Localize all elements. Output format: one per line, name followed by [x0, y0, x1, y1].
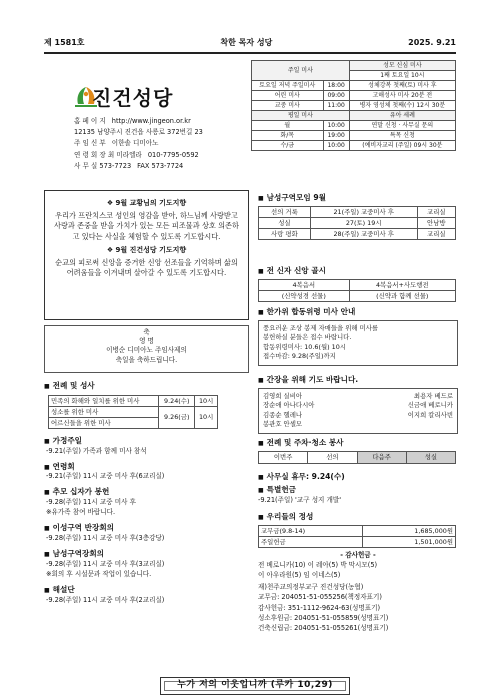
bullet-icon: ■	[258, 514, 264, 521]
list-item: ■ 해설단 -9.28(주일) 11시 교중 미사 후(2교리실)	[44, 585, 165, 604]
scripture-verse: 누가 저의 이웃입니까 (루카 10,29)	[160, 677, 350, 695]
bullet-icon: ■	[44, 551, 50, 559]
bullet-icon: ■	[258, 268, 264, 275]
homepage-link[interactable]: http://www.jingeon.or.kr	[111, 117, 191, 125]
bullet-icon: ■	[44, 463, 50, 471]
list-item: ■ 가정주일 -9.21(주일) 가족과 함께 미사 참석	[44, 436, 147, 455]
mass-intentions-table: 민족의 화해와 일치를 위한 미사 9.24(수) 10시 성소를 위한 미사 9.26(금) 10시 어르신들을 위한 미사	[48, 395, 218, 429]
bullet-icon: ■	[258, 474, 264, 481]
list-item: ■ 이성구역 반장회의 -9.28(주일) 11시 교중 미사 후(3층강당)	[44, 523, 165, 542]
donation-table: 교무금(9.8-14) 1,685,000원 주일헌금 1,501,000원	[258, 525, 456, 548]
office-leave-section: ■ 사무실 휴무: 9.24(수)	[258, 472, 345, 481]
bullet-icon: ■	[258, 195, 264, 202]
header-divider	[44, 52, 456, 54]
info-president: 연 령 회 장 최 미라엘라 010-7795-0592	[74, 150, 199, 159]
men-group-section: ■ 남성구역모임 9월 선의 거룩 21(주일) 교중미사 후 교리실 성실 27(토) 19시 안남방 사랑 평화 28(주일) 교중미사 후 교리실	[258, 193, 458, 240]
weekday-mass-heading: 평일 미사	[252, 111, 350, 121]
info-pastor: 주 임 신 부 이한솔 디미아노	[74, 139, 159, 148]
info-homepage: 홈 페 이 지 http://www.jingeon.or.kr	[74, 116, 244, 127]
parish-info	[74, 116, 244, 172]
memorial-mass-section: ■ 한가위 합동위령 미사 안내 풍요러운 조상 봉제 자매들을 위해 미사를 봉헌하실 분들은 접수 바랍니다. 합동위령미사: 10.6(월) 10시 접수마감: 9.28(주일)까지	[258, 307, 458, 366]
faith-test-section: ■ 전 신자 신앙 골시 4복음서 4복음서+사도행전 (신약성경 선물) (신약과 함께 선물)	[258, 266, 458, 302]
bullet-icon: ■	[44, 525, 50, 533]
info-address: 12135 남양주시 진건읍 사릉로 372번길 23	[74, 128, 203, 137]
sick-prayer-section: ■ 간장을 위해 기도 바랍니다. 김영희 실비아 최용자 베드로 장순애 아나다시아 신금애 베로니카 김종순 헬레나 이지희 칼리사빈 봉관호 안셀모	[258, 375, 458, 434]
issue-date: 2025. 9.21	[408, 38, 456, 47]
faith-test-table: 4복음서 4복음서+사도행전 (신약성경 선물) (신약과 함께 선물)	[258, 279, 456, 302]
pope-prayer-text: 우리가 프란치스코 성인의 영감을 받아, 하느님께 사랑받고 사랑과 존중을 받을 가치가 있는 모든 피조물과 상호 의존하고 있다는 사실을 체험할 수 있도록 기도합시다.	[54, 210, 239, 241]
parish-prayer-text: 순교의 피로써 신앙을 증거한 신앙 선조들을 기억하며 삶의 어려움들을 이겨내며 살아갈 수 있도록 기도합시다.	[55, 257, 238, 278]
bullet-icon: ■	[258, 440, 264, 447]
donation-section: ■ 우리들의 정성 교무금(9.8-14) 1,685,000원 주일헌금 1,501,000원 - 감사헌금 - 전 베로니카(10) 이 레아(5) 박 막시모(5) 이 아우라원(5) 임 이네스(5) 재)천주교의정부교구 진건성당(농협) 교무금: 204051-51-055256(책정자표기) 감사헌금: 351-1112-9624-63(성명표기) 성소후원금: 204051-51-055859(성명표기) 건축신립금: 204051-51-055261(성명표기)	[258, 512, 458, 633]
parish-prayer-title: ❖ 9월 진건성당 기도지향	[106, 246, 187, 255]
list-item: ■ 남성구역장회의 -9.28(주일) 11시 교중 미사 후(3교리실) ※회의 후 시설문과 작업이 있습니다.	[44, 549, 165, 578]
men-group-table: 선의 거룩 21(주일) 교중미사 후 교리실 성실 27(토) 19시 안남방 사랑 평화 28(주일) 교중미사 후 교리실	[258, 206, 456, 240]
list-item: ■ 연령회 -9.21(주일) 11시 교중 미사 후(6교리실)	[44, 461, 165, 481]
bullet-icon: ■	[44, 489, 50, 497]
section-title: 전례 및 성사	[52, 381, 95, 390]
bullet-icon: ■	[44, 438, 50, 445]
memorial-mass-box: 풍요러운 조상 봉제 자매들을 위해 미사를 봉헌하실 분들은 접수 바랍니다. 합동위령미사: 10.6(월) 10시 접수마감: 9.28(주일)까지	[258, 320, 458, 366]
parish-motto: 착한 목자 성당	[220, 38, 273, 47]
bullet-icon: ■	[258, 309, 264, 316]
bullet-icon: ■	[44, 383, 50, 390]
prayer-intentions	[44, 190, 249, 320]
parish-name: 진건성당	[92, 86, 174, 110]
sick-list-box: 김영희 실비아 최용자 베드로 장순애 아나다시아 신금애 베로니카 김종순 헬레나 이지희 칼리사빈 봉관호 안셀모	[258, 388, 458, 434]
parish-news-list	[44, 436, 249, 611]
list-item: ■ 추모 십자가 봉헌 -9.28(주일) 11시 교중 미사 후 ※유가족 참여 바랍니다.	[44, 487, 136, 517]
bulletin-header	[44, 36, 456, 50]
mass-intentions-section	[44, 381, 249, 429]
issue-number: 제 1581호	[44, 38, 85, 47]
info-office: 사 무 실 573-7723 FAX 573-7724	[74, 161, 184, 170]
bullet-icon: ■	[258, 487, 264, 494]
sunday-mass-heading: 주일 미사	[252, 61, 350, 81]
special-offering-section: ■ 특별헌금 -9.21(주일) '교구 성지 개발'	[258, 485, 342, 504]
service-zone-table: 이번주 선의 다음주 성실	[258, 451, 456, 464]
bullet-icon: ■	[258, 377, 264, 384]
feast-day-box: 축 영 명 이병순 디미아노 주임사제의 축일을 축하드립니다.	[44, 325, 249, 373]
infant-baptism-heading: 유아 세례	[349, 111, 455, 121]
service-section: ■ 전례 및 주차·청소 봉사 이번주 선의 다음주 성실	[258, 438, 458, 464]
mass-schedule-table: 주일 미사 성모 신심 미사 1째 토요일 10시 토요일 저녁 주일미사 18:00 성체강복 첫째(토) 미사 후 어린 미사 09:00 고해성사 미사 20분 전 교중 미사 11:00 병자 영성체 첫째(수) 12시 30분 평일 미사 유아 세례 월 10:00 연말 신청 · 사무실 문의 화/목 19:00 특목 신청 수/금 10:00 (예비자교리 (주일) 09시 30분	[251, 60, 456, 151]
pope-prayer-title: ❖ 9월 교황님의 기도지향	[106, 199, 187, 207]
bullet-icon: ■	[44, 587, 50, 595]
marian-mass-heading: 성모 신심 미사	[349, 61, 455, 71]
